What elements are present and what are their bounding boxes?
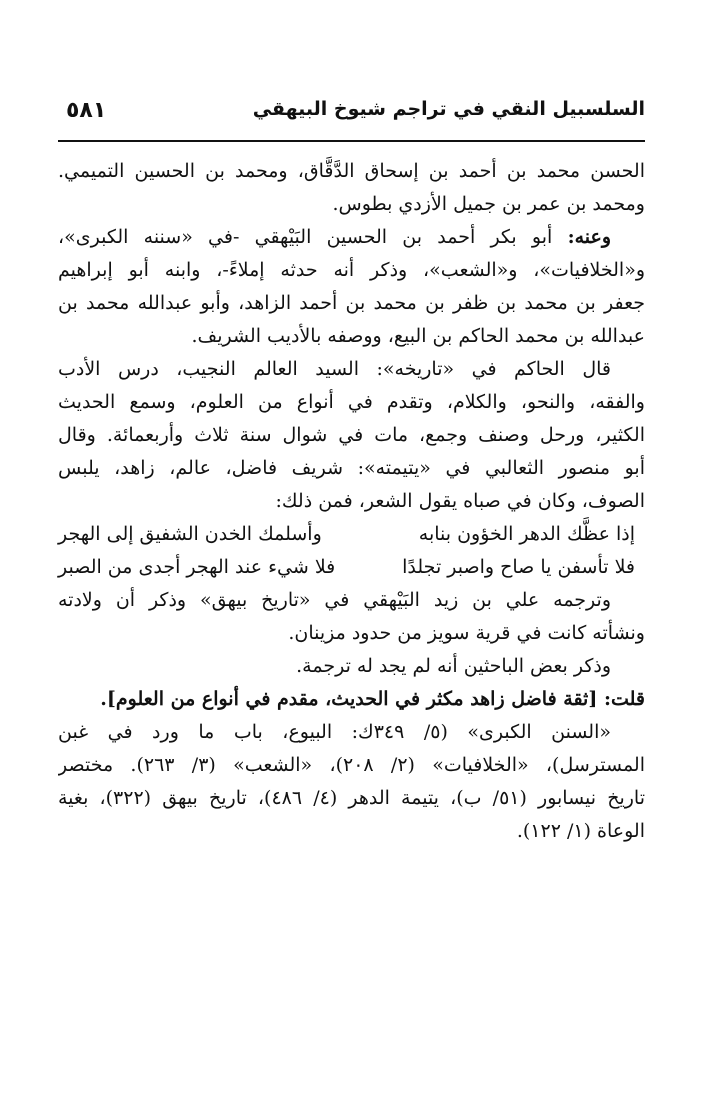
text-line: أبو منصور الثعالبي في «يتيمته»: شريف فاضل، عالم، زاهد، يلبس <box>58 457 645 479</box>
text-line: قال الحاكم في «تاريخه»: السيد العالم النجيب، درس الأدب <box>58 358 611 380</box>
verdict-line: قلت: [ثقة فاضل زاهد مكثر في الحديث، مقدم في أنواع من العلوم]. <box>100 688 645 710</box>
reference-line: المسترسل)، «الخلافيات» (٢/ ٢٠٨)، «الشعب» (٣/ ٢٦٣). مختصر <box>58 754 645 776</box>
reference-line: «السنن الكبرى» (٥/ ٣٤٩ك: البيوع، باب ما ورد في غبن <box>58 721 611 743</box>
verse-hemistich: وأسلمك الخدن الشفيق إلى الهجر <box>58 523 322 545</box>
verse-hemistich: إذا عظَّك الدهر الخؤون بنابه <box>418 523 635 545</box>
text-line: والفقه، والنحو، والكلام، وتقدم في أنواع من العلوم، وسمع الحديث <box>58 391 645 413</box>
poem-verse <box>58 551 645 584</box>
text-line: جعفر بن محمد بن ظفر بن محمد بن أحمد الزاهد، وأبو عبدالله محمد بن <box>58 292 645 314</box>
text-line: عبدالله بن محمد الحاكم بن البيع، ووصفه بالأديب الشريف. <box>191 325 645 347</box>
text-line: و«الخلافيات»، و«الشعب»، وذكر أنه حدثه إملاءً-، وابنه أبو إبراهيم <box>58 259 645 281</box>
verse-hemistich: فلا شيء عند الهجر أجدى من الصبر <box>58 556 336 578</box>
text-line: الحسن محمد بن أحمد بن إسحاق الدَّقَّاق، ومحمد بن الحسين التميمي. <box>58 160 645 182</box>
reference-line: تاريخ نيسابور (٥١/ ب)، يتيمة الدهر (٤/ ٤٨٦)، تاريخ بيهق (٣٢٢)، بغية <box>58 787 645 809</box>
text-line: الكثير، ورحل وصنف وجمع، مات في شوال سنة ثلاث وأربعمائة. وقال <box>58 424 645 446</box>
verse-hemistich: فلا تأسفن يا صاح واصبر تجلدًا <box>402 556 635 578</box>
page-body <box>58 155 645 848</box>
running-title: السلسبيل النقي في تراجم شيوخ البيهقي <box>252 98 645 120</box>
text-line: وذكر بعض الباحثين أنه لم يجد له ترجمة. <box>296 655 611 677</box>
page-number: ٥٨١ <box>66 98 107 123</box>
section-label: وعنه: <box>567 226 612 248</box>
text-span: أبو بكر أحمد بن الحسين البَيْهقي -في «سننه الكبرى»، <box>58 226 553 248</box>
text-line: وترجمه علي بن زيد البَيْهقي في «تاريخ بيهق» وذكر أن ولادته <box>58 589 611 611</box>
reference-line: الوعاة (١/ ١٢٢). <box>516 820 645 842</box>
text-line: ونشأته كانت في قرية سويز من حدود مزينان. <box>288 622 645 644</box>
poem-verse <box>58 518 645 551</box>
text-line: الصوف، وكان في صباه يقول الشعر، فمن ذلك: <box>275 490 645 512</box>
page-header <box>58 96 645 142</box>
text-line <box>58 221 645 254</box>
text-line: ومحمد بن عمر بن جميل الأزدي بطوس. <box>332 193 645 215</box>
